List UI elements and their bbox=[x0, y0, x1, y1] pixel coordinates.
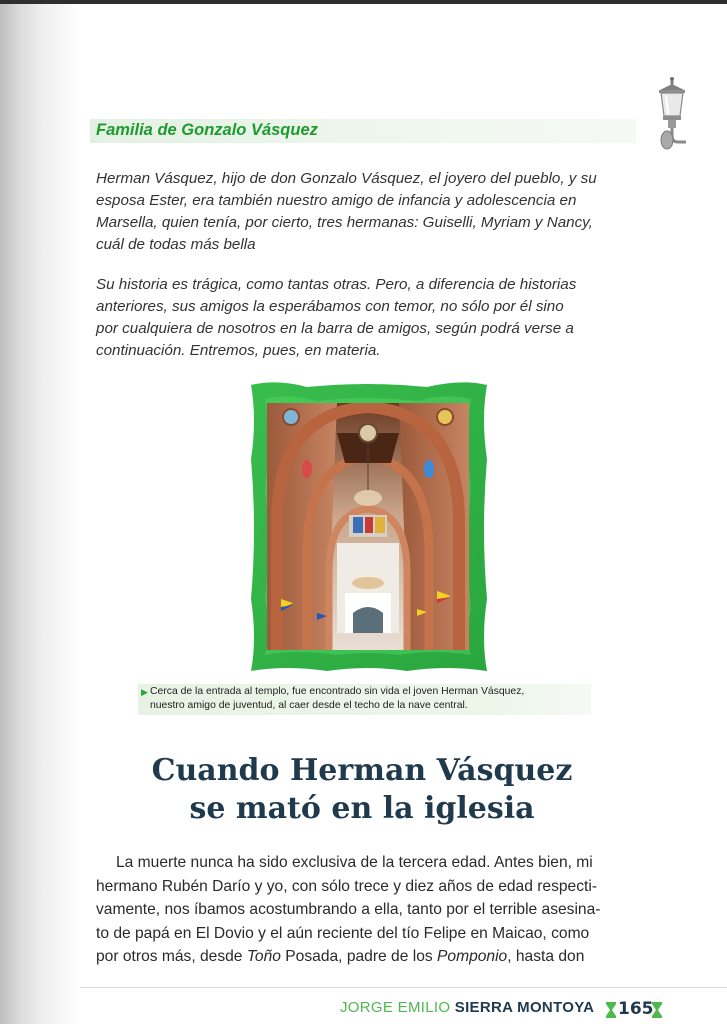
headline-line: Cuando Herman Vásquez bbox=[151, 753, 573, 788]
footer-divider bbox=[80, 987, 727, 988]
caption-line: Cerca de la entrada al templo, fue encontrado sin vida el joven Herman Vásquez, bbox=[150, 686, 525, 697]
body-line bbox=[96, 945, 638, 969]
story-line: anteriores, sus amigos la esperábamos con temor, no sólo por él sino bbox=[96, 298, 564, 315]
intro-line: esposa Ester, era también nuestro amigo de infancia y adolescencia en bbox=[96, 192, 577, 209]
hourglass-icon bbox=[606, 1002, 616, 1018]
body-line: vamente, nos íbamos acostumbrando a ella, tanto por el terrible asesina- bbox=[96, 901, 601, 918]
body-line: La muerte nunca ha sido exclusiva de la tercera edad. Antes bien, mi bbox=[116, 854, 593, 871]
intro-line: cuál de todas más bella bbox=[96, 236, 256, 253]
church-interior-photo bbox=[267, 403, 469, 650]
section-title-bar bbox=[90, 119, 636, 143]
intro-line: Herman Vásquez, hijo de don Gonzalo Vásquez, el joyero del pueblo, y su bbox=[96, 170, 597, 187]
story-line: continuación. Entremos, pues, en materia. bbox=[96, 342, 381, 359]
running-footer bbox=[340, 999, 594, 1021]
intro-line: Marsella, quien tenía, por cierto, tres hermanas: Guiselli, Myriam y Nancy, bbox=[96, 214, 593, 231]
headline-line: se mató en la iglesia bbox=[189, 791, 535, 826]
page-number: 165 bbox=[618, 999, 654, 1019]
story-line: Su historia es trágica, como tantas otras. Pero, a diferencia de historias bbox=[96, 276, 577, 293]
author-first-names: JORGE EMILIO bbox=[340, 999, 451, 1016]
story-paragraph bbox=[96, 274, 638, 362]
story-line: por cualquiera de nosotros en la barra de amigos, según podrá verse a bbox=[96, 320, 574, 337]
street-lamp-icon bbox=[654, 76, 690, 154]
caption-arrow-icon: ▶ bbox=[141, 687, 148, 697]
page-number-block bbox=[606, 998, 664, 1020]
author-last-names: SIERRA MONTOYA bbox=[454, 999, 595, 1016]
hourglass-icon bbox=[652, 1002, 662, 1018]
body-line: to de papá en El Dovio y el aún reciente del tío Felipe en Maicao, como bbox=[96, 925, 590, 942]
caption-line: nuestro amigo de juventud, al caer desde el techo de la nave central. bbox=[150, 700, 468, 711]
body-text-run: por otros más, desde bbox=[96, 948, 247, 965]
top-edge bbox=[0, 0, 727, 4]
page-spine-shadow bbox=[0, 4, 80, 1024]
body-text-run: Posada, padre de los bbox=[280, 948, 437, 965]
body-line: hermano Rubén Darío y yo, con sólo trece y diez años de edad respecti- bbox=[96, 878, 598, 895]
photo-caption bbox=[138, 684, 591, 715]
body-italic-name: Toño bbox=[246, 948, 281, 965]
chapter-headline bbox=[96, 752, 628, 828]
body-text-run: , hasta don bbox=[507, 948, 585, 965]
body-italic-name: Pomponio bbox=[437, 948, 508, 965]
intro-paragraph bbox=[96, 168, 638, 256]
section-title: Familia de Gonzalo Vásquez bbox=[96, 121, 318, 139]
